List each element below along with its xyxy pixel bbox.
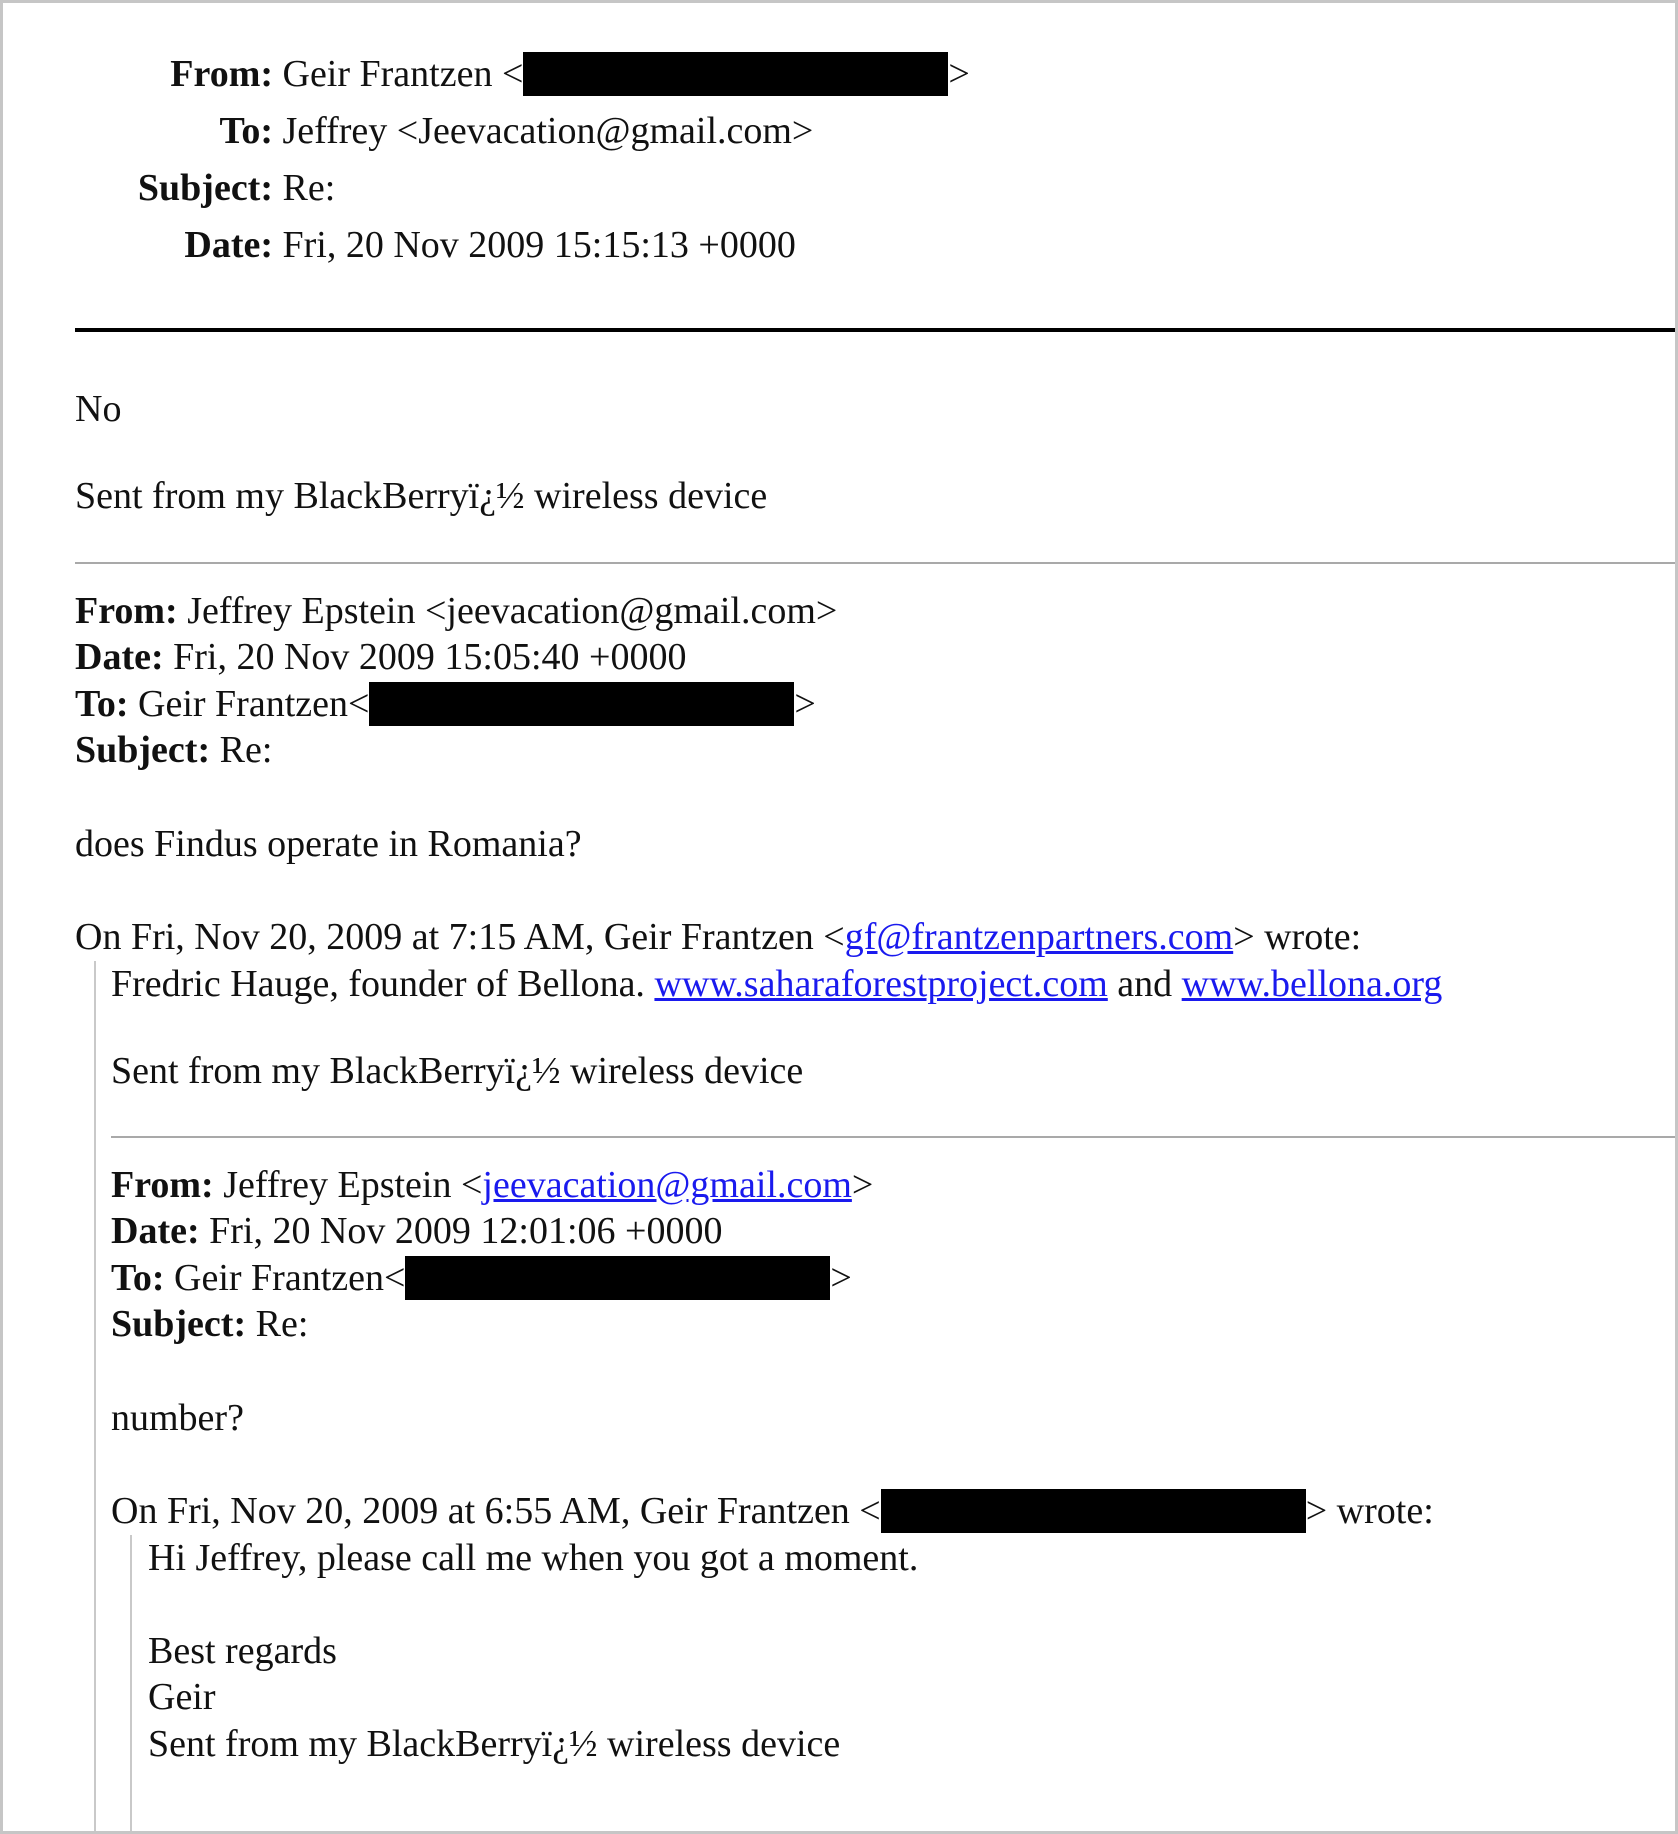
msg3-to-close: >: [830, 1257, 852, 1299]
msg2-to-name: Geir Frantzen<: [138, 683, 370, 725]
msg3-from-prefix: Jeffrey Epstein <: [223, 1164, 483, 1206]
email-link[interactable]: gf@frantzenpartners.com: [844, 916, 1234, 958]
msg3-from-label: From:: [111, 1164, 214, 1206]
quote-intro-start: On Fri, Nov 20, 2009 at 7:15 AM, Geir Frantzen <: [75, 916, 845, 958]
top-from-close: >: [948, 53, 970, 95]
msg2-subject-value: Re:: [219, 729, 273, 771]
msg3-date-row: [111, 1208, 722, 1254]
msg2-subject-label: Subject:: [75, 729, 211, 771]
msg2-to-row: [75, 681, 816, 727]
quote-intro-end: > wrote:: [1305, 1490, 1434, 1532]
top-date-value: Fri, 20 Nov 2009 15:15:13 +0000: [282, 224, 796, 266]
quote1-and: and: [1107, 963, 1182, 1005]
redaction-bar: [523, 52, 948, 96]
msg2-date-label: Date:: [75, 636, 164, 678]
header-divider: [75, 328, 1675, 332]
sahara-link[interactable]: www.saharaforestproject.com: [654, 963, 1108, 1005]
msg3-to-name: Geir Frantzen<: [174, 1257, 406, 1299]
quote-bar: [94, 961, 96, 1831]
message-signature: Sent from my BlackBerryï¿½ wireless device: [75, 475, 768, 517]
redaction-bar: [881, 1489, 1306, 1533]
msg2-to-close: >: [794, 683, 816, 725]
msg3-subject-value: Re:: [255, 1303, 309, 1345]
top-subject-label: Subject:: [137, 167, 273, 209]
quote1-text: Fredric Hauge, founder of Bellona.: [111, 963, 655, 1005]
msg2-subject-row: [75, 727, 272, 773]
top-from-row: [3, 51, 970, 97]
msg3-subject-label: Subject:: [111, 1303, 247, 1345]
redaction-bar: [369, 682, 794, 726]
msg2-from-label: From:: [75, 590, 178, 632]
msg2-date-value: Fri, 20 Nov 2009 15:05:40 +0000: [173, 636, 687, 678]
top-from-label: From:: [170, 53, 273, 95]
quote2-line3: Geir: [148, 1676, 216, 1718]
msg2-from-row: [75, 588, 837, 634]
msg3-to-row: [111, 1255, 852, 1301]
top-subject-value: Re:: [282, 167, 336, 209]
top-subject-row: [3, 165, 335, 211]
quote-intro-end: > wrote:: [1233, 916, 1362, 958]
msg3-to-label: To:: [111, 1257, 165, 1299]
quote-bar: [130, 1535, 132, 1831]
quote1-line: [111, 961, 1442, 1007]
top-to-value: Jeffrey <Jeevacation@gmail.com>: [282, 110, 814, 152]
message-divider: [75, 562, 1675, 564]
quote-intro-start: On Fri, Nov 20, 2009 at 6:55 AM, Geir Frantzen <: [111, 1490, 881, 1532]
top-to-row: [3, 108, 813, 154]
quote1-divider: [111, 1136, 1675, 1138]
msg2-body: does Findus operate in Romania?: [75, 823, 582, 865]
top-date-row: [3, 222, 796, 268]
email-link[interactable]: jeevacation@gmail.com: [482, 1164, 852, 1206]
msg3-from-row: [111, 1162, 873, 1208]
top-date-label: Date:: [184, 224, 273, 266]
msg3-date-label: Date:: [111, 1210, 200, 1252]
top-to-label: To:: [219, 110, 273, 152]
quote1-signature: Sent from my BlackBerryï¿½ wireless device: [111, 1050, 804, 1092]
email-document: [3, 3, 1675, 1831]
msg3-subject-row: [111, 1301, 308, 1347]
redaction-bar: [405, 1256, 830, 1300]
msg3-date-value: Fri, 20 Nov 2009 12:01:06 +0000: [209, 1210, 723, 1252]
bellona-link[interactable]: www.bellona.org: [1181, 963, 1443, 1005]
msg2-from-value: Jeffrey Epstein <jeevacation@gmail.com>: [187, 590, 838, 632]
msg3-from-close: >: [851, 1164, 874, 1206]
msg3-quote-intro: [111, 1488, 1434, 1534]
msg2-date-row: [75, 634, 686, 680]
top-from-name: Geir Frantzen <: [282, 53, 524, 95]
msg2-to-label: To:: [75, 683, 129, 725]
msg3-body: number?: [111, 1397, 244, 1439]
quote2-line1: Hi Jeffrey, please call me when you got a moment.: [148, 1537, 919, 1579]
quote2-line4: Sent from my BlackBerryï¿½ wireless device: [148, 1723, 841, 1765]
message-body: No: [75, 388, 122, 430]
msg2-quote-intro: [75, 914, 1361, 960]
quote2-line2: Best regards: [148, 1630, 337, 1672]
